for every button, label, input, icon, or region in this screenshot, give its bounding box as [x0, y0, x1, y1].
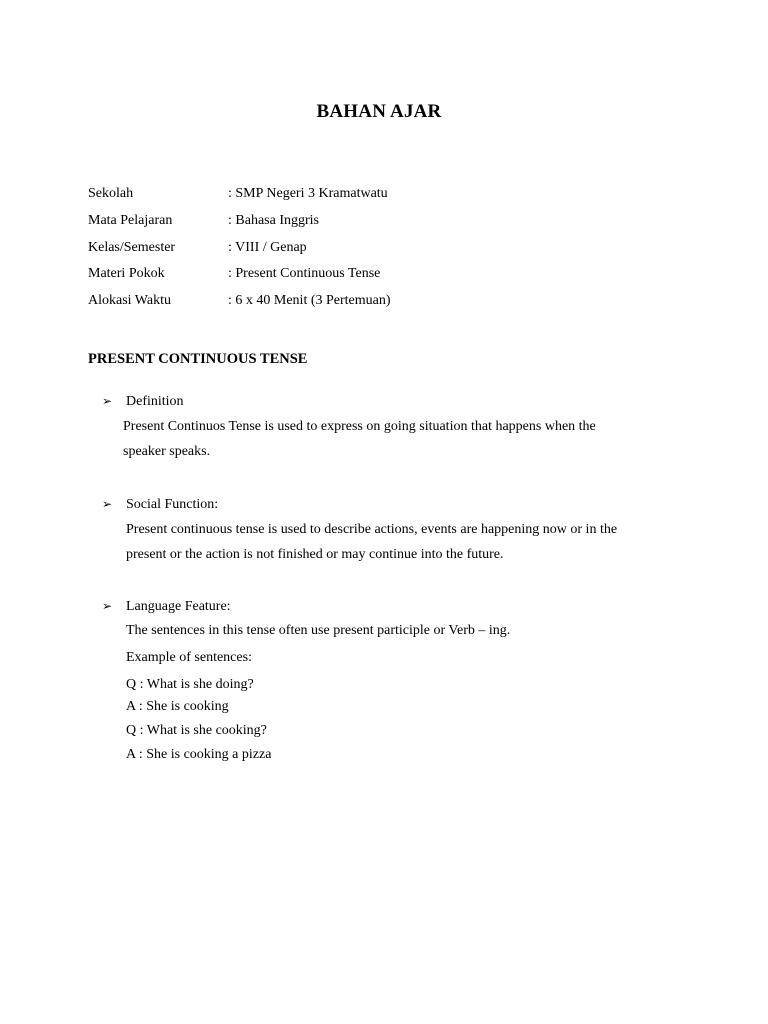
example-line: A : She is cooking	[126, 699, 229, 714]
bullet-social-function	[102, 495, 218, 514]
bullet-heading: Definition	[126, 394, 184, 409]
paragraph-line: speaker speaks.	[123, 444, 211, 459]
example-line: A : She is cooking a pizza	[126, 747, 272, 762]
info-value: : VIII / Genap	[228, 240, 307, 255]
info-label: Kelas/Semester	[88, 240, 176, 255]
info-label: Materi Pokok	[88, 266, 165, 281]
info-value: : 6 x 40 Menit (3 Pertemuan)	[228, 293, 391, 308]
bullet-language-feature	[102, 597, 231, 616]
info-value: : SMP Negeri 3 Kramatwatu	[228, 186, 388, 201]
arrow-bullet-icon: ➢	[102, 394, 113, 408]
example-line: Q : What is she doing?	[126, 677, 254, 692]
paragraph-line: Present continuous tense is used to describe actions, events are happening now or in the	[126, 522, 618, 537]
section-heading: PRESENT CONTINUOUS TENSE	[88, 351, 308, 367]
info-label: Mata Pelajaran	[88, 213, 173, 228]
paragraph-line: The sentences in this tense often use present participle or Verb – ing.	[126, 623, 511, 638]
info-label: Sekolah	[88, 186, 134, 201]
bullet-definition	[102, 392, 184, 411]
info-value: : Bahasa Inggris	[228, 213, 319, 228]
info-label: Alokasi Waktu	[88, 293, 171, 308]
arrow-bullet-icon: ➢	[102, 599, 113, 613]
paragraph-line: Present Continuos Tense is used to express on going situation that happens when the	[123, 419, 596, 434]
example-line: Q : What is she cooking?	[126, 723, 267, 738]
bullet-heading: Social Function:	[126, 497, 219, 512]
info-value: : Present Continuous Tense	[228, 266, 381, 281]
bullet-heading: Language Feature:	[126, 599, 231, 614]
page-title: BAHAN AJAR	[316, 101, 442, 122]
arrow-bullet-icon: ➢	[102, 497, 113, 511]
paragraph-line: present or the action is not finished or may continue into the future.	[126, 547, 504, 562]
paragraph-line: Example of sentences:	[126, 650, 252, 665]
